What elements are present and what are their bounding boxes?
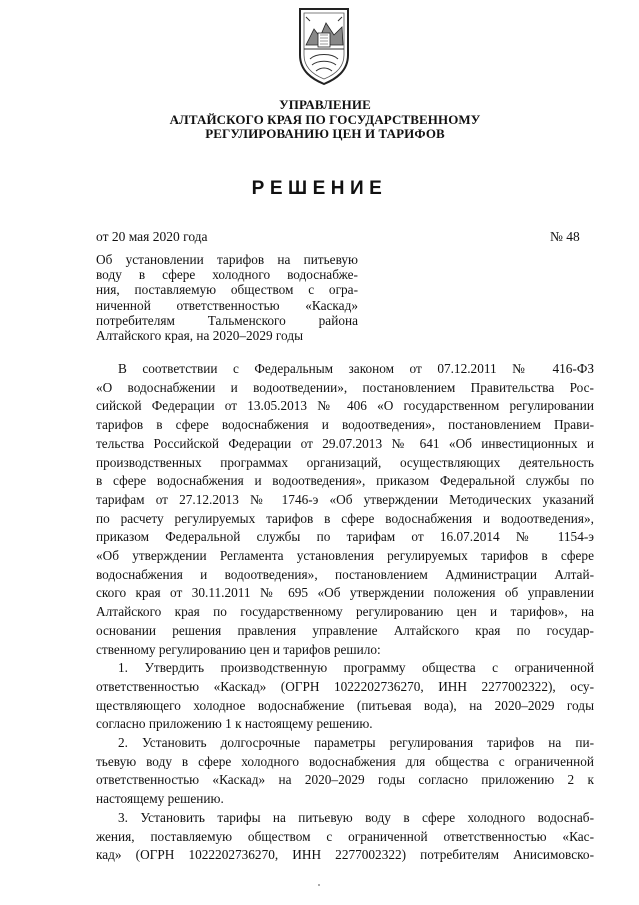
coat-of-arms-emblem: [296, 5, 352, 87]
body-line: ответственностью «Каскад» на 2020–2029 годы согласно приложению 2 к: [96, 772, 594, 788]
body-line: ского края от 30.11.2011 № 695 «Об утверждении положения об управлении: [96, 585, 594, 601]
document-date: от 20 мая 2020 года: [96, 229, 208, 244]
body-line: основании решения правления управление Алтайского края по государ-: [96, 622, 594, 638]
header-line: РЕГУЛИРОВАНИЮ ЦЕН И ТАРИФОВ: [205, 126, 445, 141]
body-line: согласно приложению 1 к настоящему решению.: [96, 716, 373, 732]
body-line: настоящему решению.: [96, 791, 224, 807]
body-line: жения, поставляемую обществом с ограниченной ответственностью «Кас-: [96, 828, 594, 844]
body-line: ственному регулированию цен и тарифов решило:: [96, 641, 381, 657]
body-line: тарифам от 27.12.2013 № 1746-э «Об утверждении Методических указаний: [96, 491, 594, 507]
body-line: в сфере водоснабжения и водоотведения», приказом Федеральной службы по: [96, 473, 594, 489]
body-line: приказом Федеральной службы по тарифам от 16.07.2014 № 1154-э: [96, 529, 594, 545]
issuer-header: [120, 98, 530, 142]
body-line: 1. Утвердить производственную программу общества с ограниченной: [118, 660, 594, 676]
body-line: тельства Российской Федерации от 29.07.2013 № 641 «Об инвестиционных и: [96, 435, 594, 451]
body-line: «Об утверждении Регламента установления регулируемых тарифов в сфере: [96, 548, 594, 564]
body-line: «О водоснабжении и водоотведении», постановлением Правительства Рос-: [96, 379, 594, 395]
body-line: водоснабжения и водоотведения», постановлением Администрации Алтай-: [96, 566, 594, 582]
body-line: ответственностью «Каскад» (ОГРН 1022202736270, ИНН 2277002322), осу-: [96, 678, 594, 694]
document-body: [96, 360, 594, 865]
body-line: тьевую воду в сфере холодного водоснабжения для общества с ограниченной: [96, 753, 594, 769]
header-line: АЛТАЙСКОГО КРАЯ ПО ГОСУДАРСТВЕННОМУ: [169, 111, 481, 127]
scan-speck: [318, 884, 320, 886]
subject-line: потребителям Тальменского района: [96, 312, 358, 328]
subject-line: Алтайского края, на 2020–2029 годы: [96, 328, 304, 344]
body-line: производственных программах организаций, осуществляющих деятельность: [96, 454, 594, 470]
subject-line: ниченной ответственностью «Каскад»: [96, 297, 358, 313]
subject-line: Об установлении тарифов на питьевую: [96, 252, 358, 267]
body-line: Алтайского края по государственному регулированию цен и тарифов», на: [96, 604, 594, 620]
body-line: В соответствии с Федеральным законом от 07.12.2011 № 416-ФЗ: [118, 361, 594, 376]
document-subject: [96, 252, 358, 343]
body-line: сийской Федерации от 13.05.2013 № 406 «О государственном регулировании: [96, 398, 594, 414]
body-line: тарифов в сфере водоснабжения и водоотведения», постановлением Прави-: [96, 417, 594, 433]
subject-line: воду в сфере холодного водоснабже-: [96, 267, 358, 283]
document-number: № 48: [550, 229, 580, 244]
body-line: по расчету регулируемых тарифов в сфере водоснабжения и водоотведения»,: [96, 510, 594, 526]
body-line: 2. Установить долгосрочные параметры регулирования тарифов на пи-: [118, 735, 594, 751]
body-line: ществляющего холодное водоснабжение (питьевая вода), на 2020–2029 годы: [96, 697, 594, 713]
body-line: кад» (ОГРН 1022202736270, ИНН 2277002322) потребителям Анисимовско-: [96, 847, 594, 863]
header-line: УПРАВЛЕНИЕ: [279, 97, 371, 112]
subject-line: ния, поставляемую обществом с огра-: [96, 282, 358, 298]
document-title: РЕШЕНИЕ: [251, 178, 388, 199]
body-line: 3. Установить тарифы на питьевую воду в сфере холодного водоснаб-: [118, 809, 594, 825]
